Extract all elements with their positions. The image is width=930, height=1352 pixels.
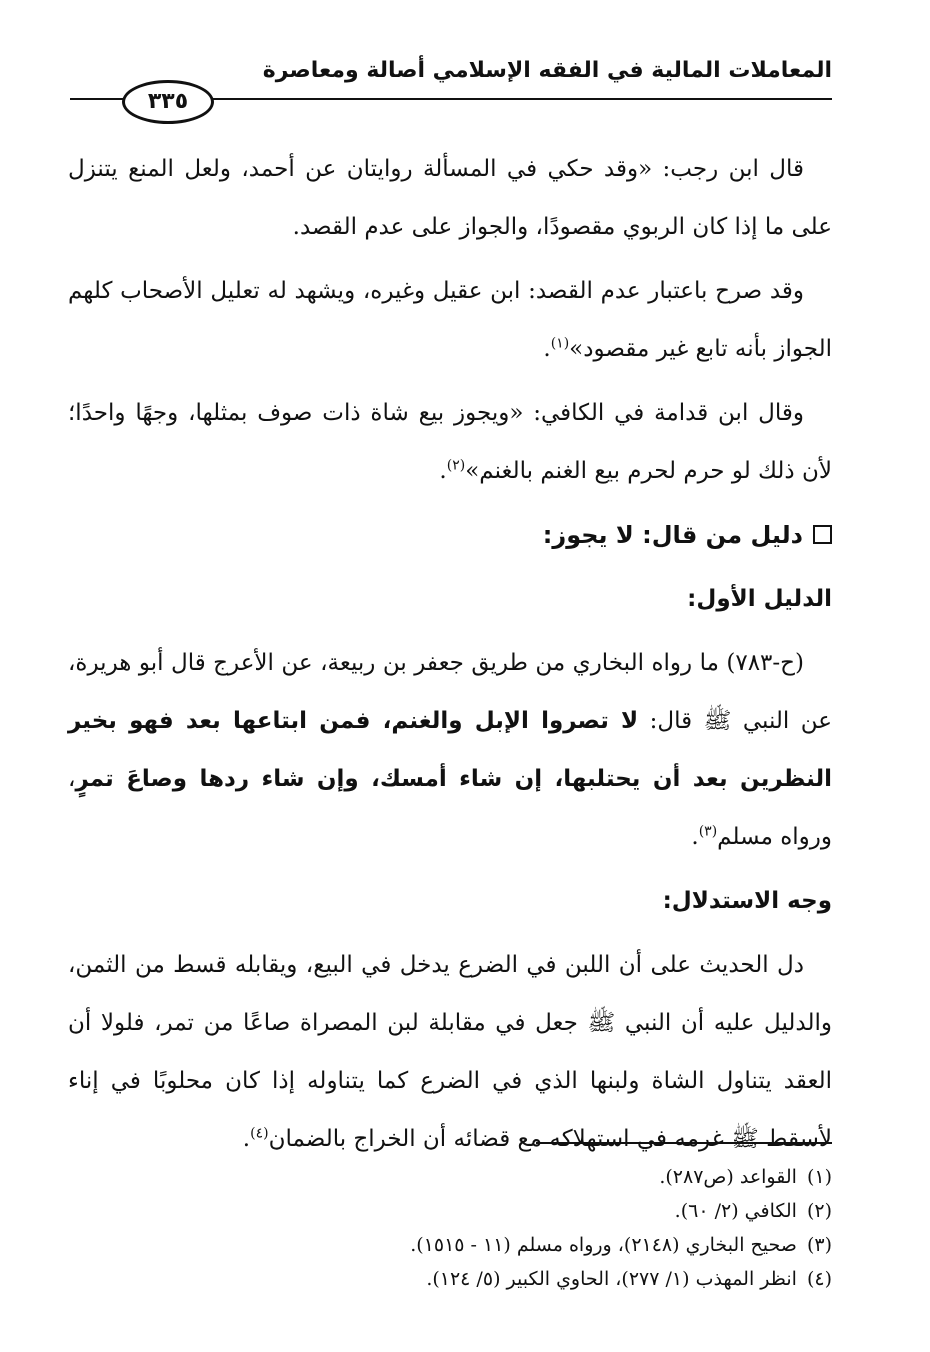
paragraph-ibn-rajab: قال ابن رجب: «وقد حكي في المسألة روايتان عن أحمد، ولعل المنع يتنزل على ما إذا كان الربوي مقصودًا، والجواز على عدم القصد. [68, 156, 832, 240]
running-title: المعاملات المالية في الفقه الإسلامي أصالة ومعاصرة [262, 58, 832, 83]
footnote-item: (٤)انظر المهذب (١/ ٢٧٧)، الحاوي الكبير (٥/ ١٢٤). [426, 1268, 832, 1290]
footnote-ref-3[interactable]: (٣) [698, 823, 718, 840]
hadith-text: لا تصروا الإبل والغنم، فمن ابتاعها بعد فهو بخير النظرين بعد أن يحتلبها، إن شاء أمسك، وإن شاء ردها وصاعَ تمرٍ [68, 708, 832, 792]
footnote-item: (٢)الكافي (٢/ ٦٠). [674, 1200, 832, 1222]
footnote-ref-1[interactable]: (١) [550, 335, 570, 352]
footnotes [68, 1160, 832, 1296]
footnote-item: (٣)صحيح البخاري (٢١٤٨)، ورواه مسلم (١١ - ١٥١٥). [410, 1234, 832, 1256]
paragraph-ibn-aqil: وقد صرح باعتبار عدم القصد: ابن عقيل وغيره، ويشهد له تعليل الأصحاب كلهم الجواز بأنه تابع غير مقصود»$^{(١)}$. [68, 278, 832, 362]
main-text [68, 140, 832, 1174]
paragraph-ibn-qudama: وقال ابن قدامة في الكافي: «ويجوز بيع شاة ذات صوف بمثلها، وجهًا واحدًا؛ لأن ذلك لو حرم لحرم بيع الغنم بالغنم»$^{(٢)}$. [68, 400, 832, 484]
paragraph-hadith: (ح-٧٨٣) ما رواه البخاري من طريق جعفر بن ربيعة، عن الأعرج قال أبو هريرة، عن النبي ﷺ قال: لا تصروا الإبل والغنم، فمن ابتاعها بعد فهو بخير النظرين بعد أن يحتلبها، إن شاء أمسك، وإن شاء ردها وصاعَ تمرٍ، ورواه مسلم$^{(٣)}$. [68, 650, 832, 850]
subheading-first-evidence: الدليل الأول: [687, 586, 832, 612]
footnote-separator [536, 1142, 832, 1144]
footnote-item: (١)القواعد (ص٢٨٧). [659, 1166, 832, 1188]
section-heading: دليل من قال: لا يجوز: [68, 506, 832, 564]
footnote-ref-2[interactable]: (٢) [446, 457, 466, 474]
square-bullet-icon [813, 525, 832, 544]
paragraph-inference: دل الحديث على أن اللبن في الضرع يدخل في البيع، ويقابله قسط من الثمن، والدليل عليه أن النبي ﷺ جعل في مقابلة لبن المصراة صاعًا من تمر، فلولا أن العقد يتناول الشاة ولبنها الذي في الضرع كما يتناوله إذا كان محلوبًا في إناء لأسقط ﷺ غرمه في استهلاكه مع قضائه أن الخراج بالضمان$^{(٤)}$. [68, 952, 832, 1152]
page-number: ٣٣٥ [122, 80, 214, 124]
subheading-inference: وجه الاستدلال: [662, 888, 832, 914]
footnote-ref-4[interactable]: (٤) [250, 1125, 269, 1142]
